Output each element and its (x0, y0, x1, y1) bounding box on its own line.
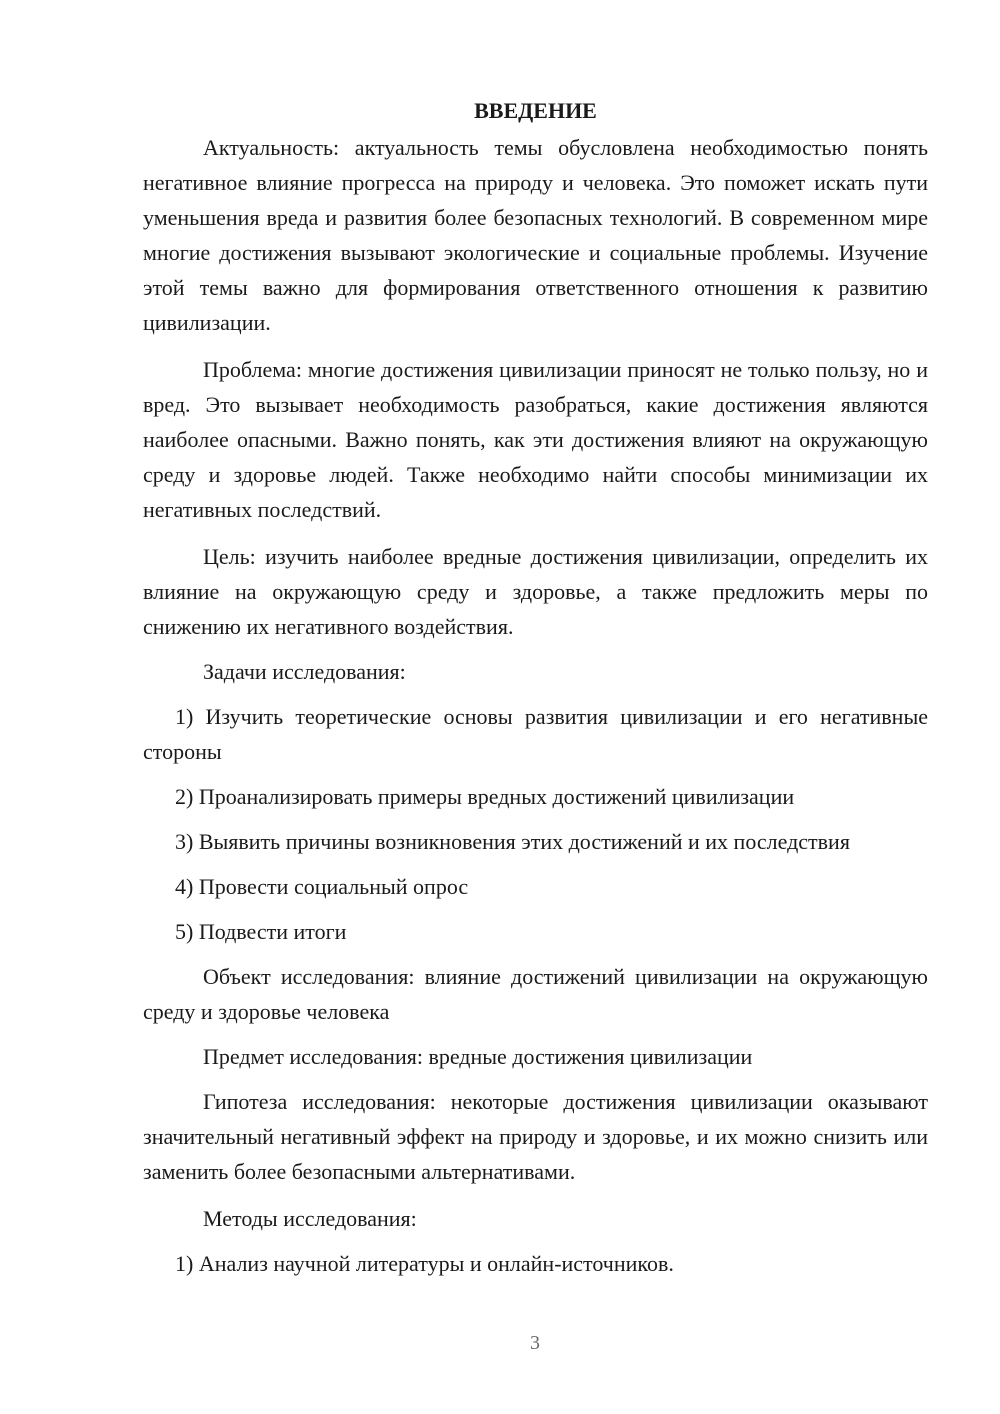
paragraph-relevance: Актуальность: актуальность темы обусловлена необходимостью понять негативное влияние прогресса на природу и человека. Это поможет искать пути уменьшения вреда и развития более безопасных технологий. В современном мире многие достижения вызывают экологические и социальные проблемы. Изучение этой темы важно для формирования ответственного отношения к развитию цивилизации. (143, 135, 928, 335)
task-item-4: 4) Провести социальный опрос (175, 874, 469, 899)
paragraph-problem: Проблема: многие достижения цивилизации приносят не только пользу, но и вред. Это вызывает необходимость разобраться, какие достижения являются наиболее опасными. Важно понять, как эти достижения влияют на окружающую среду и здоровье людей. Также необходимо найти способы минимизации их негативных последствий. (143, 357, 928, 522)
section-heading: ВВЕДЕНИЕ (474, 98, 597, 123)
method-item-1: 1) Анализ научной литературы и онлайн-источников. (175, 1251, 674, 1276)
page-number: 3 (530, 1332, 540, 1354)
task-item-1: 1) Изучить теоретические основы развития цивилизации и его негативные стороны (143, 704, 928, 764)
paragraph-subject: Предмет исследования: вредные достижения цивилизации (203, 1044, 753, 1069)
paragraph-goal: Цель: изучить наиболее вредные достижения цивилизации, определить их влияние на окружающую среду и здоровье, а также предложить меры по снижению их негативного воздействия. (143, 544, 928, 639)
tasks-heading: Задачи исследования: (203, 659, 406, 684)
methods-heading: Методы исследования: (203, 1206, 417, 1231)
task-item-5: 5) Подвести итоги (175, 919, 347, 944)
paragraph-object: Объект исследования: влияние достижений цивилизации на окружающую среду и здоровье человека (143, 964, 928, 1024)
task-item-3: 3) Выявить причины возникновения этих достижений и их последствия (175, 829, 850, 854)
task-item-2: 2) Проанализировать примеры вредных достижений цивилизации (175, 784, 795, 809)
paragraph-hypothesis: Гипотеза исследования: некоторые достижения цивилизации оказывают значительный негативный эффект на природу и здоровье, и их можно снизить или заменить более безопасными альтернативами. (143, 1089, 928, 1184)
page-content (143, 94, 928, 1281)
